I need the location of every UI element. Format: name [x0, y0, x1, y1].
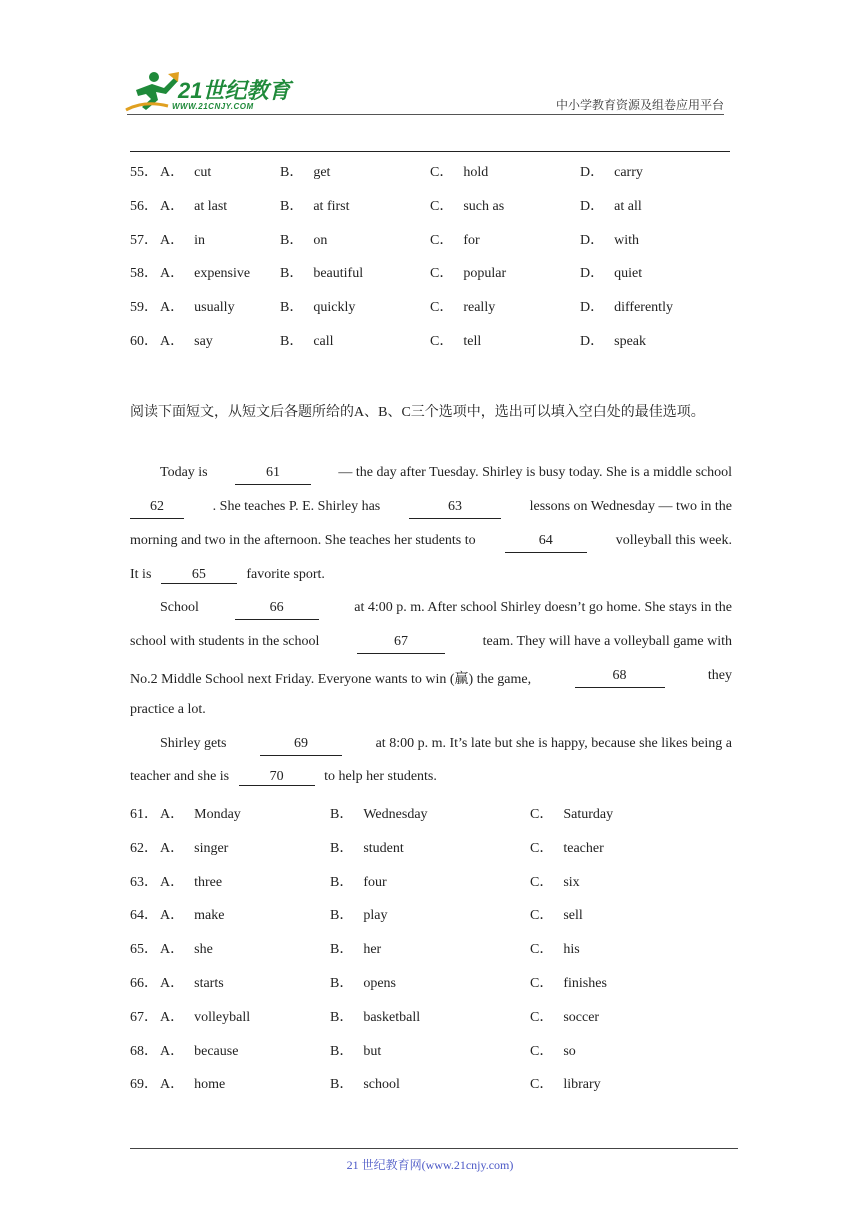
- reading-instructions: 阅读下面短文，从短文后各题所给的A、B、C三个选项中，选出可以填入空白处的最佳选项。: [130, 405, 705, 420]
- option-a[interactable]: [160, 262, 250, 282]
- option-text: differently: [614, 300, 673, 316]
- option-text: because: [194, 1043, 239, 1059]
- option-letter: B．: [330, 807, 354, 822]
- option-letter: A．: [160, 232, 185, 248]
- option-c[interactable]: [430, 330, 481, 350]
- option-d[interactable]: [580, 296, 673, 316]
- option-letter: B．: [280, 300, 304, 316]
- option-letter: C．: [530, 840, 554, 856]
- option-b[interactable]: [330, 871, 387, 891]
- option-text: usually: [194, 300, 235, 316]
- blank-69[interactable]: 69: [260, 736, 342, 756]
- option-text: basketball: [363, 1009, 421, 1025]
- option-text: beautiful: [313, 266, 364, 282]
- option-b[interactable]: [330, 1073, 400, 1093]
- passage-line: It is 65 favorite sport.: [130, 567, 325, 582]
- option-letter: C．: [530, 807, 554, 822]
- option-letter: B．: [330, 840, 354, 856]
- option-a[interactable]: [160, 1073, 225, 1093]
- option-c[interactable]: [430, 296, 495, 316]
- option-text: singer: [194, 840, 229, 856]
- option-letter: D．: [580, 198, 605, 214]
- option-a[interactable]: [160, 1040, 238, 1060]
- option-text: school: [363, 1077, 400, 1093]
- blank-64[interactable]: 64: [505, 533, 587, 553]
- question-number: 60．: [130, 334, 158, 349]
- option-b[interactable]: [330, 837, 404, 857]
- option-b[interactable]: [280, 229, 327, 249]
- option-letter: B．: [280, 198, 304, 214]
- option-letter: C．: [530, 1043, 554, 1059]
- option-b[interactable]: [280, 262, 363, 282]
- logo-url: WWW.21CNJY.COM: [172, 102, 254, 111]
- option-c[interactable]: [530, 972, 607, 992]
- option-a[interactable]: [160, 972, 224, 992]
- option-a[interactable]: [160, 837, 228, 857]
- option-text: for: [463, 232, 480, 248]
- option-text: volleyball: [194, 1009, 251, 1025]
- option-text: she: [194, 942, 213, 958]
- question-number: 67．: [130, 1009, 158, 1025]
- option-a[interactable]: [160, 904, 224, 924]
- option-d[interactable]: [580, 229, 639, 249]
- option-c[interactable]: [530, 803, 613, 823]
- site-logo: [124, 70, 294, 116]
- option-letter: C．: [430, 300, 454, 316]
- option-b[interactable]: [280, 330, 334, 350]
- passage-line: Today is 61 — the day after Tuesday. Shirley is busy today. She is a middle school: [130, 465, 732, 485]
- option-text: make: [194, 908, 225, 924]
- passage-line: morning and two in the afternoon. She teaches her students to 64 volleyball this week.: [130, 533, 732, 553]
- option-letter: D．: [580, 300, 605, 316]
- option-text: tell: [463, 334, 482, 349]
- option-b[interactable]: [330, 904, 387, 924]
- option-c[interactable]: [530, 1006, 599, 1026]
- content-top-divider: [130, 151, 730, 152]
- option-b[interactable]: [280, 161, 330, 181]
- option-letter: B．: [330, 976, 354, 991]
- question-number: 57．: [130, 232, 158, 248]
- option-text: quickly: [313, 300, 356, 316]
- option-a[interactable]: [160, 330, 213, 350]
- option-letter: C．: [530, 874, 554, 890]
- option-letter: C．: [530, 942, 554, 958]
- option-text: call: [313, 334, 334, 349]
- question-number: 68．: [130, 1043, 158, 1059]
- option-d[interactable]: [580, 161, 643, 181]
- option-text: expensive: [194, 266, 251, 282]
- option-text: opens: [363, 976, 397, 991]
- question-number: 63．: [130, 874, 158, 890]
- option-a[interactable]: [160, 161, 211, 181]
- question-number: 65．: [130, 942, 158, 958]
- option-b[interactable]: [330, 972, 396, 992]
- option-b[interactable]: [330, 1006, 420, 1026]
- option-text: but: [363, 1043, 382, 1059]
- option-letter: D．: [580, 266, 605, 282]
- option-text: in: [194, 232, 206, 248]
- question-number: 64．: [130, 908, 158, 924]
- blank-66[interactable]: 66: [235, 600, 319, 620]
- option-letter: A．: [160, 840, 185, 856]
- question-number: 62．: [130, 840, 158, 856]
- passage-line: 62 . She teaches P. E. Shirley has 63 lessons on Wednesday — two in the: [130, 499, 732, 519]
- option-a[interactable]: [160, 1006, 250, 1026]
- option-b[interactable]: [280, 296, 355, 316]
- question-number: 55．: [130, 165, 158, 180]
- option-c[interactable]: [430, 262, 506, 282]
- option-text: get: [313, 165, 331, 180]
- option-text: hold: [463, 165, 489, 180]
- option-letter: B．: [330, 1009, 354, 1025]
- option-text: his: [563, 942, 580, 958]
- option-letter: B．: [280, 165, 304, 180]
- passage-line: Shirley gets 69 at 8:00 p. m. It’s late but she is happy, because she likes being a: [130, 736, 732, 756]
- option-d[interactable]: [580, 330, 646, 350]
- option-letter: C．: [430, 165, 454, 180]
- footer-text: 21 世纪教育网(www.21cnjy.com): [346, 1158, 514, 1172]
- option-c[interactable]: [430, 229, 480, 249]
- option-text: home: [194, 1077, 226, 1093]
- option-c[interactable]: [530, 837, 604, 857]
- option-text: cut: [194, 165, 212, 180]
- option-letter: A．: [160, 165, 185, 180]
- blank-67[interactable]: 67: [357, 634, 445, 654]
- blank-68[interactable]: 68: [575, 668, 665, 688]
- option-letter: B．: [330, 1043, 354, 1059]
- option-letter: B．: [280, 334, 304, 349]
- option-text: say: [194, 334, 213, 349]
- footer-divider: [130, 1148, 738, 1149]
- option-a[interactable]: [160, 938, 213, 958]
- option-text: so: [563, 1043, 576, 1059]
- blank-62[interactable]: 62: [130, 499, 184, 519]
- option-a[interactable]: [160, 229, 205, 249]
- option-c[interactable]: [530, 938, 580, 958]
- question-number: 58．: [130, 266, 158, 282]
- option-b[interactable]: [280, 195, 350, 215]
- option-a[interactable]: [160, 871, 222, 891]
- option-text: six: [563, 874, 580, 890]
- option-c[interactable]: [430, 195, 504, 215]
- option-text: carry: [614, 165, 643, 180]
- option-letter: D．: [580, 334, 605, 349]
- option-text: really: [463, 300, 496, 316]
- blank-63[interactable]: 63: [409, 499, 501, 519]
- option-text: teacher: [563, 840, 604, 856]
- option-a[interactable]: [160, 803, 241, 823]
- question-number: 66．: [130, 976, 158, 991]
- option-text: at first: [313, 198, 350, 214]
- passage-line: school with students in the school 67 team. They will have a volleyball game with: [130, 634, 732, 654]
- option-letter: C．: [530, 976, 554, 991]
- option-text: starts: [194, 976, 224, 991]
- option-text: her: [363, 942, 382, 958]
- option-letter: B．: [280, 232, 304, 248]
- option-letter: A．: [160, 198, 185, 214]
- option-d[interactable]: [580, 195, 642, 215]
- option-c[interactable]: [530, 904, 583, 924]
- passage-line: teacher and she is 70 to help her students.: [130, 769, 437, 784]
- option-letter: A．: [160, 874, 185, 890]
- option-letter: C．: [430, 334, 454, 349]
- header-divider: [127, 114, 724, 115]
- option-letter: D．: [580, 165, 605, 180]
- option-letter: A．: [160, 976, 185, 991]
- question-number: 59．: [130, 300, 158, 316]
- passage-line: School 66 at 4:00 p. m. After school Shirley doesn’t go home. She stays in the: [130, 600, 732, 620]
- option-letter: C．: [530, 1077, 554, 1093]
- option-letter: A．: [160, 942, 185, 958]
- option-letter: A．: [160, 807, 185, 822]
- option-letter: A．: [160, 1009, 185, 1025]
- option-b[interactable]: [330, 938, 381, 958]
- option-b[interactable]: [330, 1040, 381, 1060]
- option-text: such as: [463, 198, 505, 214]
- option-c[interactable]: [530, 1073, 601, 1093]
- blank-70[interactable]: 70: [239, 769, 315, 786]
- option-text: finishes: [563, 976, 607, 991]
- option-text: four: [363, 874, 387, 890]
- platform-title: 中小学教育资源及组卷应用平台: [555, 98, 724, 112]
- option-letter: B．: [330, 1077, 354, 1093]
- option-text: sell: [563, 908, 583, 924]
- question-number: 61．: [130, 807, 158, 822]
- passage-line: practice a lot.: [130, 702, 206, 717]
- option-letter: B．: [330, 874, 354, 890]
- option-letter: B．: [330, 942, 354, 958]
- passage-line: No.2 Middle School next Friday. Everyone wants to win (赢) the game, 68 they: [130, 668, 732, 687]
- option-text: speak: [614, 334, 647, 349]
- option-text: Wednesday: [363, 807, 428, 822]
- option-letter: B．: [330, 908, 354, 924]
- option-letter: C．: [430, 266, 454, 282]
- option-text: at all: [614, 198, 642, 214]
- option-text: at last: [194, 198, 228, 214]
- blank-61[interactable]: 61: [235, 465, 311, 485]
- option-letter: A．: [160, 1043, 185, 1059]
- option-letter: D．: [580, 232, 605, 248]
- option-text: play: [363, 908, 388, 924]
- option-letter: A．: [160, 908, 185, 924]
- logo-text: 21世纪教育: [178, 78, 291, 103]
- option-text: library: [563, 1077, 601, 1093]
- option-c[interactable]: [430, 161, 488, 181]
- option-d[interactable]: [580, 262, 642, 282]
- option-letter: A．: [160, 334, 185, 349]
- option-text: Saturday: [563, 807, 614, 822]
- option-text: Monday: [194, 807, 241, 822]
- option-c[interactable]: [530, 1040, 576, 1060]
- option-a[interactable]: [160, 296, 235, 316]
- option-a[interactable]: [160, 195, 227, 215]
- option-b[interactable]: [330, 803, 428, 823]
- option-letter: A．: [160, 1077, 185, 1093]
- blank-65[interactable]: 65: [161, 567, 237, 584]
- option-text: with: [614, 232, 640, 248]
- option-text: on: [313, 232, 328, 248]
- option-letter: C．: [430, 198, 454, 214]
- option-letter: C．: [530, 908, 554, 924]
- option-letter: C．: [430, 232, 454, 248]
- option-text: popular: [463, 266, 507, 282]
- option-letter: C．: [530, 1009, 554, 1025]
- option-text: three: [194, 874, 223, 890]
- option-text: quiet: [614, 266, 643, 282]
- question-number: 56．: [130, 198, 158, 214]
- option-letter: A．: [160, 300, 185, 316]
- option-letter: A．: [160, 266, 185, 282]
- option-text: soccer: [563, 1009, 600, 1025]
- option-letter: B．: [280, 266, 304, 282]
- option-c[interactable]: [530, 871, 580, 891]
- option-text: student: [363, 840, 404, 856]
- question-number: 69．: [130, 1077, 158, 1093]
